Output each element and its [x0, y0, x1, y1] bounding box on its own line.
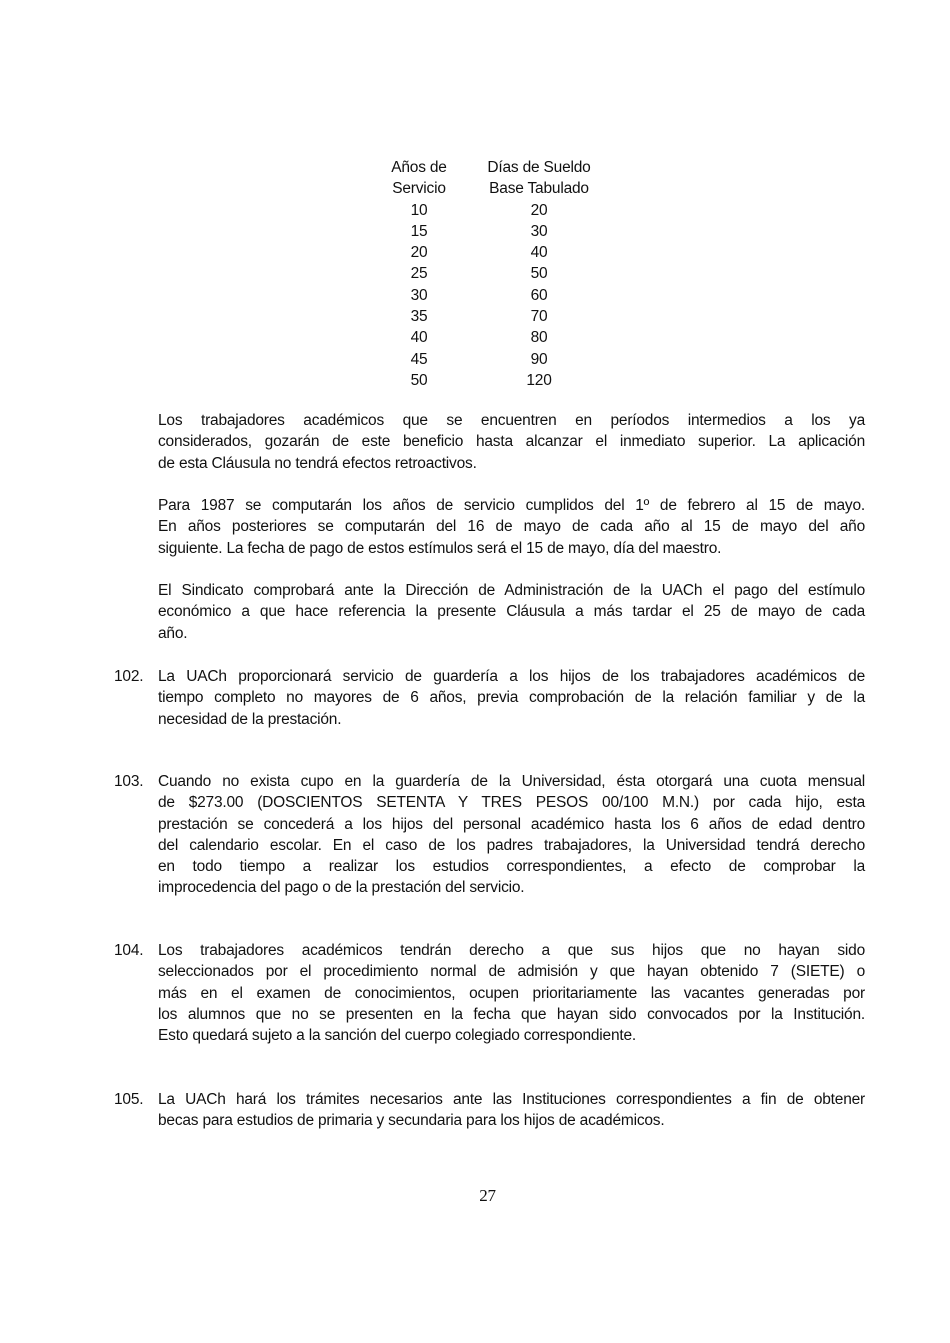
clause: [114, 940, 865, 1046]
text-line: La UACh proporcionará servicio de guardería a los hijos de los trabajadores académicos de: [158, 668, 865, 685]
years-cell: 15: [410, 222, 428, 240]
table-row: [360, 242, 600, 263]
years-cell: 50: [410, 371, 428, 389]
header-col1: Años de: [391, 159, 447, 176]
clause-number: 102.: [114, 668, 144, 685]
clause-number: 104.: [114, 942, 144, 959]
text-line: Los trabajadores académicos tendrán derecho a que sus hijos que no hayan sido: [158, 942, 865, 959]
text-line: tiempo completo no mayores de 6 años, previa comprobación de la relación familiar y de la: [158, 689, 865, 707]
days-salary-cell: 40: [530, 244, 548, 262]
page-number: 27: [479, 1186, 496, 1205]
table-header-row: [360, 157, 600, 178]
days-salary-cell: 60: [530, 286, 548, 304]
table-row: [360, 285, 600, 306]
table-row: [360, 327, 600, 348]
text-line: Cuando no exista cupo en la guardería de la Universidad, ésta otorgará una cuota mensual: [158, 773, 865, 790]
text-line: de $273.00 (DOSCIENTOS SETENTA Y TRES PESOS 00/100 M.N.) por cada hijo, esta: [158, 794, 865, 812]
table-row: [360, 263, 600, 284]
header-col2: Días de Sueldo: [487, 159, 591, 176]
text-line: los alumnos que no se presenten en la fecha que hayan sido convocados por la Institución.: [158, 1005, 865, 1023]
days-salary-cell: 50: [530, 265, 548, 283]
text-line: necesidad de la prestación.: [158, 710, 342, 728]
paragraph: [158, 410, 865, 474]
text-line: Para 1987 se computarán los años de servicio cumplidos del 1º de febrero al 15 de mayo.: [158, 497, 865, 514]
paragraph: [158, 580, 865, 644]
text-line: más en el examen de conocimientos, ocupen prioritariamente las vacantes generadas por: [158, 984, 865, 1002]
years-cell: 20: [410, 244, 428, 262]
table-header-row: [360, 178, 600, 199]
years-cell: 35: [410, 308, 428, 326]
text-line: El Sindicato comprobará ante la Dirección de Administración de la UACh el pago del estímulo: [158, 582, 865, 599]
text-line: económico a que hace referencia la presente Cláusula a más tardar el 25 de mayo de cada: [158, 603, 865, 621]
days-salary-cell: 90: [530, 350, 548, 368]
text-line: seleccionados por el procedimiento normal de admisión y que hayan obtenido 7 (SIETE) o: [158, 963, 865, 981]
header-col1: Servicio: [392, 180, 446, 198]
clause-number: 105.: [114, 1091, 144, 1108]
clause: [114, 1089, 865, 1132]
text-line: considerados, gozarán de este beneficio hasta alcanzar el inmediato superior. La aplicación: [158, 433, 865, 451]
text-line: prestación se concederá a los hijos del personal académico hasta los 6 años de edad dentro: [158, 815, 865, 833]
years-cell: 25: [410, 265, 428, 283]
text-line: en todo tiempo a realizar los estudios correspondientes, a efecto de comprobar la: [158, 858, 865, 876]
table-row: [360, 370, 600, 391]
clause: [114, 666, 865, 730]
text-line: En años posteriores se computarán del 16 de mayo de cada año al 15 de mayo del año: [158, 518, 865, 536]
text-line: becas para estudios de primaria y secundaria para los hijos de académicos.: [158, 1112, 665, 1130]
days-salary-cell: 120: [526, 371, 552, 389]
text-line: del calendario escolar. En el caso de los padres trabajadores, la Universidad tendrá derecho: [158, 836, 865, 854]
table-row: [360, 221, 600, 242]
text-line: siguiente. La fecha de pago de estos estímulos será el 15 de mayo, día del maestro.: [158, 539, 722, 557]
years-cell: 10: [410, 201, 428, 219]
paragraph: [158, 495, 865, 559]
header-col2: Base Tabulado: [489, 180, 589, 198]
days-salary-cell: 80: [530, 329, 548, 347]
table-row: [360, 349, 600, 370]
years-cell: 45: [410, 350, 428, 368]
years-cell: 40: [410, 329, 428, 347]
text-line: La UACh hará los trámites necesarios ante las Instituciones correspondientes a fin de obtener: [158, 1091, 865, 1108]
text-line: improcedencia del pago o de la prestación del servicio.: [158, 879, 525, 897]
clause-number: 103.: [114, 773, 144, 790]
text-line: año.: [158, 624, 188, 642]
days-salary-cell: 20: [530, 201, 548, 219]
years-cell: 30: [410, 286, 428, 304]
text-line: Los trabajadores académicos que se encuentren en períodos intermedios a los ya: [158, 412, 865, 429]
table-row: [360, 200, 600, 221]
text-line: Esto quedará sujeto a la sanción del cuerpo colegiado correspondiente.: [158, 1027, 637, 1045]
clause: [114, 771, 865, 899]
text-line: de esta Cláusula no tendrá efectos retroactivos.: [158, 454, 477, 472]
days-salary-cell: 30: [530, 222, 548, 240]
table-row: [360, 306, 600, 327]
years-of-service-table: [360, 157, 600, 391]
days-salary-cell: 70: [530, 308, 548, 326]
